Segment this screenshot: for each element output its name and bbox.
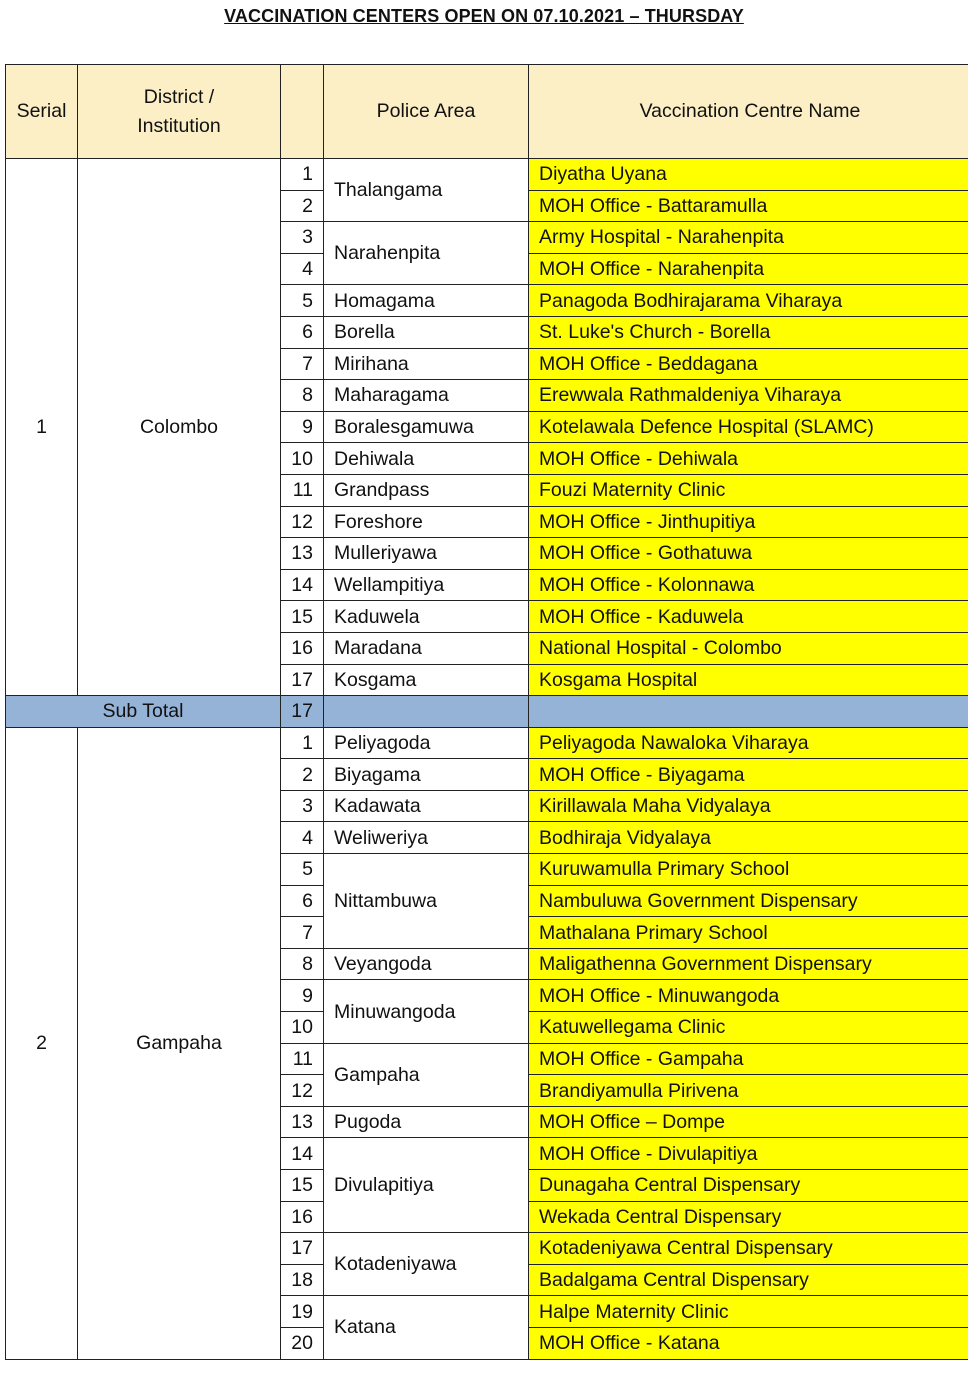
index-cell: 16 bbox=[281, 1201, 324, 1233]
index-cell: 6 bbox=[281, 885, 324, 917]
index-cell: 15 bbox=[281, 1170, 324, 1202]
subtotal-value: 17 bbox=[281, 696, 324, 728]
index-cell: 17 bbox=[281, 1233, 324, 1265]
centre-cell: Kotelawala Defence Hospital (SLAMC) bbox=[529, 411, 968, 443]
index-cell: 5 bbox=[281, 854, 324, 886]
centre-cell: Katuwellegama Clinic bbox=[529, 1012, 968, 1044]
police-area-cell: Nittambuwa bbox=[324, 854, 529, 949]
index-cell: 2 bbox=[281, 759, 324, 791]
police-area-cell: Pugoda bbox=[324, 1106, 529, 1138]
index-cell: 14 bbox=[281, 1138, 324, 1170]
index-cell: 10 bbox=[281, 1012, 324, 1044]
header-police-area: Police Area bbox=[324, 65, 529, 159]
centre-cell: MOH Office - Gothatuwa bbox=[529, 538, 968, 570]
police-area-cell: Maradana bbox=[324, 632, 529, 664]
index-cell: 8 bbox=[281, 948, 324, 980]
police-area-cell: Kosgama bbox=[324, 664, 529, 696]
police-area-cell: Biyagama bbox=[324, 759, 529, 791]
index-cell: 4 bbox=[281, 253, 324, 285]
police-area-cell: Peliyagoda bbox=[324, 727, 529, 759]
police-area-cell: Borella bbox=[324, 316, 529, 348]
index-cell: 3 bbox=[281, 222, 324, 254]
centre-cell: MOH Office - Kolonnawa bbox=[529, 569, 968, 601]
centre-cell: MOH Office - Beddagana bbox=[529, 348, 968, 380]
index-cell: 8 bbox=[281, 380, 324, 412]
centre-cell: Army Hospital - Narahenpita bbox=[529, 222, 968, 254]
police-area-cell: Veyangoda bbox=[324, 948, 529, 980]
police-area-cell: Wellampitiya bbox=[324, 569, 529, 601]
index-cell: 7 bbox=[281, 917, 324, 949]
centre-cell: Kosgama Hospital bbox=[529, 664, 968, 696]
index-cell: 6 bbox=[281, 316, 324, 348]
police-area-cell: Mirihana bbox=[324, 348, 529, 380]
centre-cell: Kirillawala Maha Vidyalaya bbox=[529, 790, 968, 822]
header-district bbox=[78, 65, 281, 159]
centre-cell: Panagoda Bodhirajarama Viharaya bbox=[529, 285, 968, 317]
table-body bbox=[6, 159, 968, 1360]
centre-cell: National Hospital - Colombo bbox=[529, 632, 968, 664]
centre-cell: Mathalana Primary School bbox=[529, 917, 968, 949]
index-cell: 9 bbox=[281, 980, 324, 1012]
serial-cell: 2 bbox=[6, 727, 78, 1359]
police-area-cell: Katana bbox=[324, 1296, 529, 1359]
centre-cell: MOH Office - Divulapitiya bbox=[529, 1138, 968, 1170]
centre-cell: Kotadeniyawa Central Dispensary bbox=[529, 1233, 968, 1265]
index-cell: 2 bbox=[281, 190, 324, 222]
centre-cell: MOH Office - Dehiwala bbox=[529, 443, 968, 475]
police-area-cell: Gampaha bbox=[324, 1043, 529, 1106]
police-area-cell: Weliweriya bbox=[324, 822, 529, 854]
serial-cell: 1 bbox=[6, 159, 78, 696]
police-area-cell: Thalangama bbox=[324, 159, 529, 222]
index-cell: 15 bbox=[281, 601, 324, 633]
index-cell: 7 bbox=[281, 348, 324, 380]
police-area-cell: Narahenpita bbox=[324, 222, 529, 285]
police-area-cell: Boralesgamuwa bbox=[324, 411, 529, 443]
centre-cell: MOH Office - Battaramulla bbox=[529, 190, 968, 222]
centre-cell: MOH Office - Jinthupitiya bbox=[529, 506, 968, 538]
index-cell: 11 bbox=[281, 1043, 324, 1075]
header-index bbox=[281, 65, 324, 159]
centre-cell: MOH Office - Minuwangoda bbox=[529, 980, 968, 1012]
centre-cell: MOH Office - Kaduwela bbox=[529, 601, 968, 633]
district-cell: Gampaha bbox=[78, 727, 281, 1359]
centre-cell: Halpe Maternity Clinic bbox=[529, 1296, 968, 1328]
index-cell: 16 bbox=[281, 632, 324, 664]
centre-cell: MOH Office – Dompe bbox=[529, 1106, 968, 1138]
centre-cell: MOH Office - Biyagama bbox=[529, 759, 968, 791]
header-district-line2: Institution bbox=[137, 114, 221, 137]
index-cell: 3 bbox=[281, 790, 324, 822]
centre-cell: Peliyagoda Nawaloka Viharaya bbox=[529, 727, 968, 759]
index-cell: 11 bbox=[281, 474, 324, 506]
centre-cell: MOH Office - Gampaha bbox=[529, 1043, 968, 1075]
district-cell: Colombo bbox=[78, 159, 281, 696]
centre-cell: Fouzi Maternity Clinic bbox=[529, 474, 968, 506]
centre-cell: Nambuluwa Government Dispensary bbox=[529, 885, 968, 917]
police-area-cell: Dehiwala bbox=[324, 443, 529, 475]
index-cell: 18 bbox=[281, 1264, 324, 1296]
index-cell: 13 bbox=[281, 538, 324, 570]
centre-cell: Dunagaha Central Dispensary bbox=[529, 1170, 968, 1202]
index-cell: 20 bbox=[281, 1327, 324, 1359]
centre-cell: Erewwala Rathmaldeniya Viharaya bbox=[529, 380, 968, 412]
centre-cell: Kuruwamulla Primary School bbox=[529, 854, 968, 886]
police-area-cell: Grandpass bbox=[324, 474, 529, 506]
centre-cell: Brandiyamulla Pirivena bbox=[529, 1075, 968, 1107]
index-cell: 9 bbox=[281, 411, 324, 443]
subtotal-label: Sub Total bbox=[6, 696, 281, 728]
police-area-cell: Homagama bbox=[324, 285, 529, 317]
centre-cell: MOH Office - Katana bbox=[529, 1327, 968, 1359]
index-cell: 4 bbox=[281, 822, 324, 854]
index-cell: 13 bbox=[281, 1106, 324, 1138]
police-area-cell: Foreshore bbox=[324, 506, 529, 538]
table-row bbox=[6, 159, 968, 191]
subtotal-empty-centre bbox=[529, 696, 968, 728]
police-area-cell: Kaduwela bbox=[324, 601, 529, 633]
police-area-cell: Minuwangoda bbox=[324, 980, 529, 1043]
centre-cell: Diyatha Uyana bbox=[529, 159, 968, 191]
index-cell: 17 bbox=[281, 664, 324, 696]
police-area-cell: Divulapitiya bbox=[324, 1138, 529, 1233]
index-cell: 14 bbox=[281, 569, 324, 601]
centre-cell: Wekada Central Dispensary bbox=[529, 1201, 968, 1233]
header-district-line1: District / bbox=[143, 85, 215, 108]
index-cell: 12 bbox=[281, 1075, 324, 1107]
header-row bbox=[6, 65, 968, 159]
index-cell: 1 bbox=[281, 159, 324, 191]
vaccination-table bbox=[5, 64, 968, 1360]
index-cell: 19 bbox=[281, 1296, 324, 1328]
centre-cell: MOH Office - Narahenpita bbox=[529, 253, 968, 285]
subtotal-empty-police bbox=[324, 696, 529, 728]
police-area-cell: Maharagama bbox=[324, 380, 529, 412]
police-area-cell: Kotadeniyawa bbox=[324, 1233, 529, 1296]
subtotal-row bbox=[6, 696, 968, 728]
index-cell: 12 bbox=[281, 506, 324, 538]
police-area-cell: Kadawata bbox=[324, 790, 529, 822]
centre-cell: Bodhiraja Vidyalaya bbox=[529, 822, 968, 854]
page-title: VACCINATION CENTERS OPEN ON 07.10.2021 – THURSDAY bbox=[224, 6, 744, 26]
centre-cell: Badalgama Central Dispensary bbox=[529, 1264, 968, 1296]
table-row bbox=[6, 727, 968, 759]
centre-cell: St. Luke's Church - Borella bbox=[529, 316, 968, 348]
index-cell: 10 bbox=[281, 443, 324, 475]
header-serial: Serial bbox=[6, 65, 78, 159]
header-centre-name: Vaccination Centre Name bbox=[529, 65, 968, 159]
centre-cell: Maligathenna Government Dispensary bbox=[529, 948, 968, 980]
index-cell: 5 bbox=[281, 285, 324, 317]
index-cell: 1 bbox=[281, 727, 324, 759]
police-area-cell: Mulleriyawa bbox=[324, 538, 529, 570]
